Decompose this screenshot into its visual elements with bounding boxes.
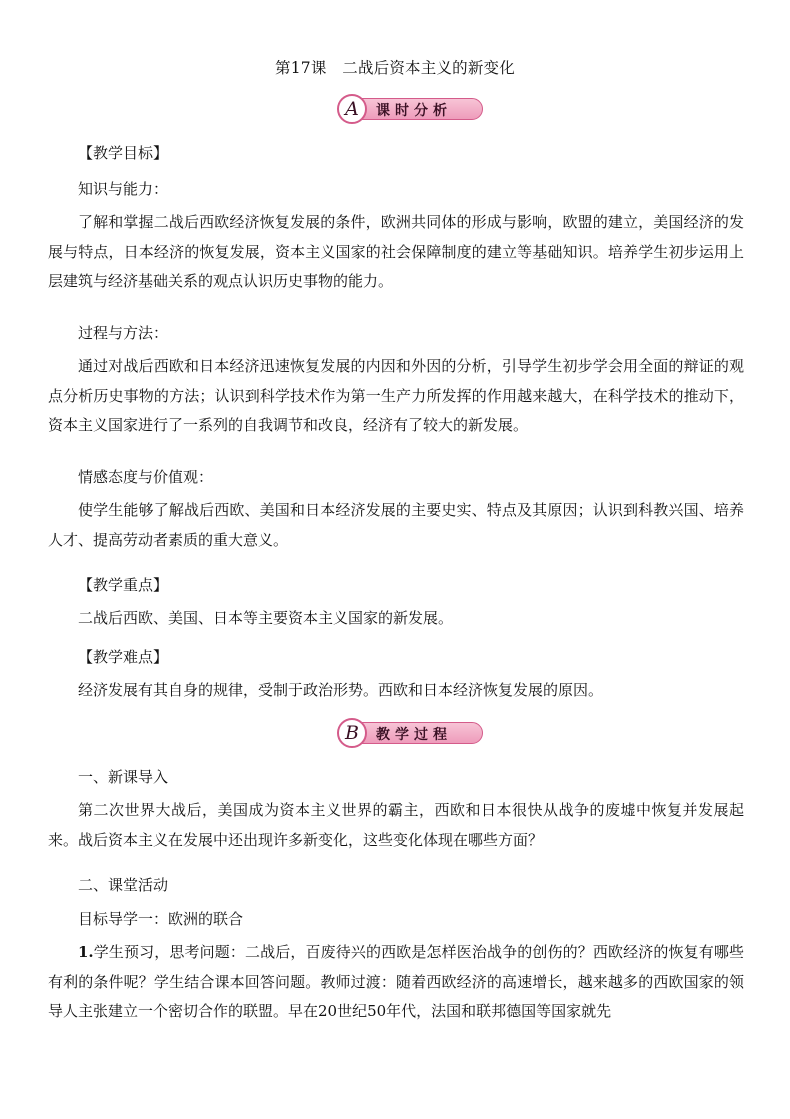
emotion-heading: 情感态度与价值观： [78, 468, 214, 486]
badge-pill [351, 98, 483, 120]
badge-label: 课时分析 [376, 103, 452, 119]
key-paragraph: 二战后西欧、美国、日本等主要资本主义国家的新发展。 [78, 609, 454, 627]
badge-label: 教学过程 [376, 727, 452, 743]
goal1-heading: 目标导学一：欧洲的联合 [78, 910, 244, 928]
emotion-paragraph: 使学生能够了解战后西欧、美国和日本经济发展的主要史实、特点及其原因；认识到科教兴国、培养人才、提高劳动者素质的重大意义。 [48, 501, 744, 549]
intro-paragraph: 第二次世界大战后，美国成为资本主义世界的霸主，西欧和日本很快从战争的废墟中恢复并发展起来。战后资本主义在发展中还出现许多新变化，这些变化体现在哪些方面？ [48, 801, 744, 849]
badge-letter-icon: A [337, 94, 367, 124]
section-badge-b [337, 718, 485, 748]
difficulty-paragraph: 经济发展有其自身的规律，受制于政治形势。西欧和日本经济恢复发展的原因。 [78, 681, 604, 699]
process-paragraph: 通过对战后西欧和日本经济迅速恢复发展的内因和外因的分析，引导学生初步学会用全面的辩证的观点分析历史事物的方法；认识到科学技术作为第一生产力所发挥的作用越来越大，在科学技术的推动下，资本主义国家进行了一系列的自我调节和改良，经济有了较大的新发展。 [48, 357, 744, 434]
item1-paragraph [48, 938, 744, 1027]
process-heading: 过程与方法： [78, 324, 169, 342]
item1-text: 学生预习，思考问题：二战后，百废待兴的西欧是怎样医治战争的创伤的？西欧经济的恢复有哪些有利的条件呢？学生结合课本回答问题。教师过渡：随着西欧经济的高速增长，越来越多的西欧国家的领导人主张建立一个密切合作的联盟。早在20世纪50年代，法国和联邦德国等国家就先 [48, 943, 744, 1020]
knowledge-paragraph: 了解和掌握二战后西欧经济恢复发展的条件，欧洲共同体的形成与影响，欧盟的建立，美国经济的发展与特点，日本经济的恢复发展，资本主义国家的社会保障制度的建立等基础知识。培养学生初步运用上层建筑与经济基础关系的观点认识历史事物的能力。 [48, 213, 744, 290]
activity-heading: 二、课堂活动 [78, 876, 169, 894]
difficulty-heading: 【教学难点】 [78, 648, 169, 666]
intro-heading: 一、新课导入 [78, 768, 169, 786]
page-title: 第17课 二战后资本主义的新变化 [275, 59, 515, 77]
badge-pill [351, 722, 483, 744]
badge-letter-icon: B [337, 718, 367, 748]
objectives-heading: 【教学目标】 [78, 144, 169, 162]
section-badge-a [337, 94, 485, 124]
key-heading: 【教学重点】 [78, 576, 169, 594]
knowledge-heading: 知识与能力： [78, 180, 169, 198]
item1-number: 1. [78, 943, 94, 961]
